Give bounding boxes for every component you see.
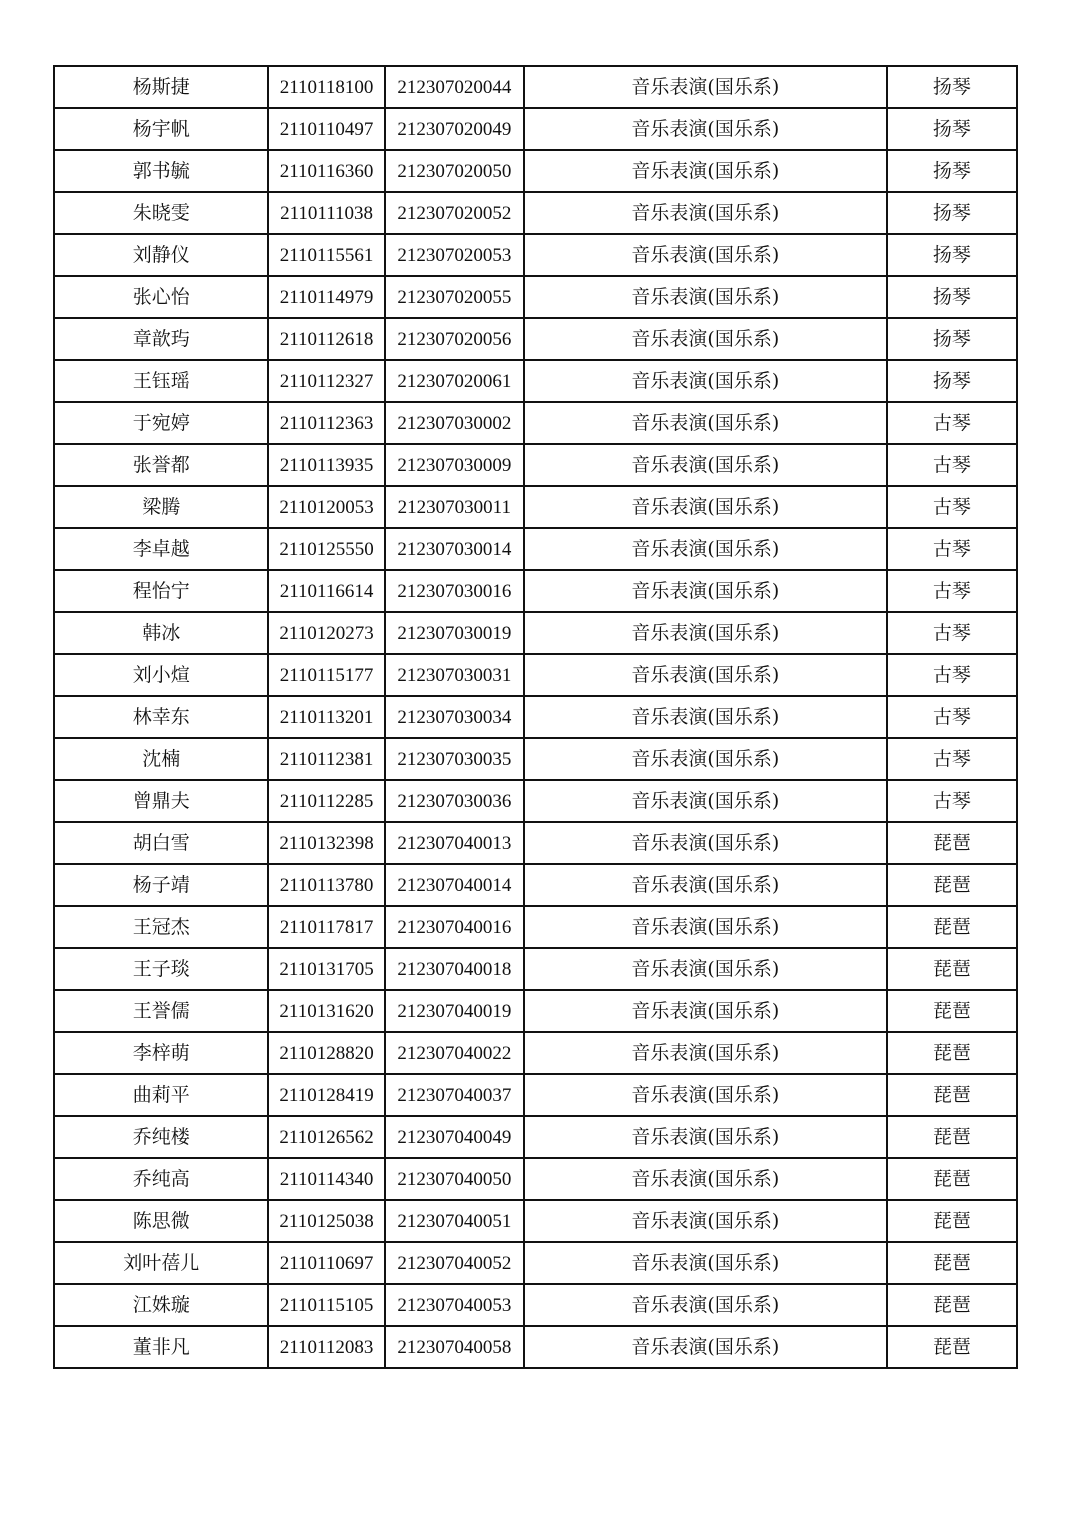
- exam-number-cell: 2110113201: [268, 696, 384, 738]
- major-cell: 音乐表演(国乐系): [524, 864, 887, 906]
- exam-number-cell: 2110128820: [268, 1032, 384, 1074]
- major-cell: 音乐表演(国乐系): [524, 444, 887, 486]
- table-row: [54, 612, 1017, 654]
- student-name-cell: 梁腾: [54, 486, 268, 528]
- candidate-number-cell: 212307030031: [385, 654, 524, 696]
- direction-cell: 琵琶: [887, 1116, 1017, 1158]
- candidate-number-cell: 212307020044: [385, 66, 524, 108]
- table-body: [54, 66, 1017, 1368]
- candidate-number-cell: 212307040013: [385, 822, 524, 864]
- exam-number-cell: 2110117817: [268, 906, 384, 948]
- exam-number-cell: 2110125038: [268, 1200, 384, 1242]
- direction-cell: 古琴: [887, 528, 1017, 570]
- candidate-number-cell: 212307020053: [385, 234, 524, 276]
- exam-number-cell: 2110125550: [268, 528, 384, 570]
- table-row: [54, 654, 1017, 696]
- major-cell: 音乐表演(国乐系): [524, 528, 887, 570]
- table-row: [54, 528, 1017, 570]
- student-name-cell: 林幸东: [54, 696, 268, 738]
- candidate-number-cell: 212307040037: [385, 1074, 524, 1116]
- candidate-number-cell: 212307040052: [385, 1242, 524, 1284]
- candidate-number-cell: 212307030014: [385, 528, 524, 570]
- table-row: [54, 948, 1017, 990]
- candidate-number-cell: 212307040022: [385, 1032, 524, 1074]
- candidate-number-cell: 212307040058: [385, 1326, 524, 1368]
- major-cell: 音乐表演(国乐系): [524, 1074, 887, 1116]
- table-row: [54, 738, 1017, 780]
- major-cell: 音乐表演(国乐系): [524, 1242, 887, 1284]
- candidate-number-cell: 212307040018: [385, 948, 524, 990]
- direction-cell: 琵琶: [887, 864, 1017, 906]
- major-cell: 音乐表演(国乐系): [524, 1116, 887, 1158]
- exam-number-cell: 2110115105: [268, 1284, 384, 1326]
- table-row: [54, 1158, 1017, 1200]
- candidate-number-cell: 212307020050: [385, 150, 524, 192]
- major-cell: 音乐表演(国乐系): [524, 1200, 887, 1242]
- direction-cell: 古琴: [887, 402, 1017, 444]
- major-cell: 音乐表演(国乐系): [524, 276, 887, 318]
- candidate-number-cell: 212307040050: [385, 1158, 524, 1200]
- candidate-number-cell: 212307030035: [385, 738, 524, 780]
- major-cell: 音乐表演(国乐系): [524, 318, 887, 360]
- candidate-number-cell: 212307040014: [385, 864, 524, 906]
- student-name-cell: 刘叶蓓儿: [54, 1242, 268, 1284]
- student-name-cell: 杨宇帆: [54, 108, 268, 150]
- candidate-number-cell: 212307030009: [385, 444, 524, 486]
- candidate-number-cell: 212307020052: [385, 192, 524, 234]
- student-name-cell: 李卓越: [54, 528, 268, 570]
- exam-number-cell: 2110116614: [268, 570, 384, 612]
- major-cell: 音乐表演(国乐系): [524, 780, 887, 822]
- table-row: [54, 696, 1017, 738]
- candidate-number-cell: 212307020049: [385, 108, 524, 150]
- exam-number-cell: 2110120273: [268, 612, 384, 654]
- student-name-cell: 于宛婷: [54, 402, 268, 444]
- table-row: [54, 864, 1017, 906]
- exam-number-cell: 2110126562: [268, 1116, 384, 1158]
- direction-cell: 扬琴: [887, 150, 1017, 192]
- direction-cell: 扬琴: [887, 192, 1017, 234]
- table-row: [54, 1284, 1017, 1326]
- exam-number-cell: 2110112083: [268, 1326, 384, 1368]
- direction-cell: 古琴: [887, 696, 1017, 738]
- major-cell: 音乐表演(国乐系): [524, 612, 887, 654]
- direction-cell: 扬琴: [887, 108, 1017, 150]
- major-cell: 音乐表演(国乐系): [524, 108, 887, 150]
- direction-cell: 琵琶: [887, 822, 1017, 864]
- table-row: [54, 780, 1017, 822]
- student-name-cell: 李梓萌: [54, 1032, 268, 1074]
- table-row: [54, 1242, 1017, 1284]
- major-cell: 音乐表演(国乐系): [524, 360, 887, 402]
- table-row: [54, 486, 1017, 528]
- direction-cell: 琵琶: [887, 990, 1017, 1032]
- major-cell: 音乐表演(国乐系): [524, 696, 887, 738]
- direction-cell: 琵琶: [887, 1242, 1017, 1284]
- major-cell: 音乐表演(国乐系): [524, 654, 887, 696]
- exam-number-cell: 2110110497: [268, 108, 384, 150]
- student-name-cell: 乔纯高: [54, 1158, 268, 1200]
- candidate-number-cell: 212307020056: [385, 318, 524, 360]
- exam-number-cell: 2110112381: [268, 738, 384, 780]
- major-cell: 音乐表演(国乐系): [524, 822, 887, 864]
- table-row: [54, 990, 1017, 1032]
- student-name-cell: 郭书毓: [54, 150, 268, 192]
- major-cell: 音乐表演(国乐系): [524, 486, 887, 528]
- direction-cell: 琵琶: [887, 1284, 1017, 1326]
- table-row: [54, 1074, 1017, 1116]
- table-row: [54, 402, 1017, 444]
- student-list-table: [53, 65, 1018, 1369]
- candidate-number-cell: 212307030011: [385, 486, 524, 528]
- direction-cell: 扬琴: [887, 360, 1017, 402]
- direction-cell: 古琴: [887, 738, 1017, 780]
- table-row: [54, 66, 1017, 108]
- student-name-cell: 王钰瑶: [54, 360, 268, 402]
- student-name-cell: 朱晓雯: [54, 192, 268, 234]
- direction-cell: 古琴: [887, 486, 1017, 528]
- student-name-cell: 刘静仪: [54, 234, 268, 276]
- direction-cell: 扬琴: [887, 66, 1017, 108]
- direction-cell: 古琴: [887, 780, 1017, 822]
- student-name-cell: 胡白雪: [54, 822, 268, 864]
- direction-cell: 扬琴: [887, 318, 1017, 360]
- major-cell: 音乐表演(国乐系): [524, 738, 887, 780]
- direction-cell: 古琴: [887, 654, 1017, 696]
- table-row: [54, 150, 1017, 192]
- table-row: [54, 570, 1017, 612]
- student-name-cell: 杨子靖: [54, 864, 268, 906]
- major-cell: 音乐表演(国乐系): [524, 150, 887, 192]
- major-cell: 音乐表演(国乐系): [524, 66, 887, 108]
- direction-cell: 琵琶: [887, 948, 1017, 990]
- student-name-cell: 刘小煊: [54, 654, 268, 696]
- exam-number-cell: 2110114340: [268, 1158, 384, 1200]
- candidate-number-cell: 212307030036: [385, 780, 524, 822]
- candidate-number-cell: 212307040049: [385, 1116, 524, 1158]
- table-row: [54, 276, 1017, 318]
- exam-number-cell: 2110116360: [268, 150, 384, 192]
- student-name-cell: 程怡宁: [54, 570, 268, 612]
- table-row: [54, 822, 1017, 864]
- direction-cell: 古琴: [887, 444, 1017, 486]
- major-cell: 音乐表演(国乐系): [524, 1284, 887, 1326]
- direction-cell: 琵琶: [887, 1074, 1017, 1116]
- table-row: [54, 1200, 1017, 1242]
- candidate-number-cell: 212307040019: [385, 990, 524, 1032]
- candidate-number-cell: 212307030002: [385, 402, 524, 444]
- exam-number-cell: 2110115561: [268, 234, 384, 276]
- candidate-number-cell: 212307020061: [385, 360, 524, 402]
- exam-number-cell: 2110112618: [268, 318, 384, 360]
- candidate-number-cell: 212307040053: [385, 1284, 524, 1326]
- student-name-cell: 王冠杰: [54, 906, 268, 948]
- table-row: [54, 1116, 1017, 1158]
- student-name-cell: 章歆玙: [54, 318, 268, 360]
- exam-number-cell: 2110114979: [268, 276, 384, 318]
- direction-cell: 琵琶: [887, 1326, 1017, 1368]
- exam-number-cell: 2110128419: [268, 1074, 384, 1116]
- major-cell: 音乐表演(国乐系): [524, 906, 887, 948]
- student-name-cell: 乔纯楼: [54, 1116, 268, 1158]
- major-cell: 音乐表演(国乐系): [524, 1032, 887, 1074]
- direction-cell: 扬琴: [887, 234, 1017, 276]
- direction-cell: 琵琶: [887, 1200, 1017, 1242]
- major-cell: 音乐表演(国乐系): [524, 948, 887, 990]
- candidate-number-cell: 212307030016: [385, 570, 524, 612]
- student-name-cell: 王子琰: [54, 948, 268, 990]
- major-cell: 音乐表演(国乐系): [524, 570, 887, 612]
- major-cell: 音乐表演(国乐系): [524, 1158, 887, 1200]
- table-row: [54, 234, 1017, 276]
- table-row: [54, 360, 1017, 402]
- exam-number-cell: 2110131620: [268, 990, 384, 1032]
- exam-number-cell: 2110111038: [268, 192, 384, 234]
- major-cell: 音乐表演(国乐系): [524, 192, 887, 234]
- direction-cell: 琵琶: [887, 1032, 1017, 1074]
- direction-cell: 扬琴: [887, 276, 1017, 318]
- major-cell: 音乐表演(国乐系): [524, 234, 887, 276]
- major-cell: 音乐表演(国乐系): [524, 402, 887, 444]
- student-name-cell: 曾鼎夫: [54, 780, 268, 822]
- direction-cell: 古琴: [887, 612, 1017, 654]
- exam-number-cell: 2110132398: [268, 822, 384, 864]
- student-name-cell: 杨斯捷: [54, 66, 268, 108]
- student-name-cell: 董非凡: [54, 1326, 268, 1368]
- student-name-cell: 王誉儒: [54, 990, 268, 1032]
- student-name-cell: 韩冰: [54, 612, 268, 654]
- exam-number-cell: 2110110697: [268, 1242, 384, 1284]
- table-row: [54, 444, 1017, 486]
- direction-cell: 古琴: [887, 570, 1017, 612]
- student-name-cell: 曲莉平: [54, 1074, 268, 1116]
- exam-number-cell: 2110112285: [268, 780, 384, 822]
- candidate-number-cell: 212307020055: [385, 276, 524, 318]
- exam-number-cell: 2110131705: [268, 948, 384, 990]
- exam-number-cell: 2110112363: [268, 402, 384, 444]
- candidate-number-cell: 212307030019: [385, 612, 524, 654]
- exam-number-cell: 2110115177: [268, 654, 384, 696]
- candidate-number-cell: 212307030034: [385, 696, 524, 738]
- exam-number-cell: 2110113780: [268, 864, 384, 906]
- candidate-number-cell: 212307040051: [385, 1200, 524, 1242]
- table-row: [54, 1326, 1017, 1368]
- direction-cell: 琵琶: [887, 906, 1017, 948]
- student-name-cell: 沈楠: [54, 738, 268, 780]
- table-row: [54, 1032, 1017, 1074]
- table-row: [54, 192, 1017, 234]
- exam-number-cell: 2110113935: [268, 444, 384, 486]
- student-name-cell: 江姝璇: [54, 1284, 268, 1326]
- exam-number-cell: 2110112327: [268, 360, 384, 402]
- table-row: [54, 318, 1017, 360]
- exam-number-cell: 2110118100: [268, 66, 384, 108]
- table-row: [54, 108, 1017, 150]
- major-cell: 音乐表演(国乐系): [524, 990, 887, 1032]
- exam-number-cell: 2110120053: [268, 486, 384, 528]
- major-cell: 音乐表演(国乐系): [524, 1326, 887, 1368]
- candidate-number-cell: 212307040016: [385, 906, 524, 948]
- student-name-cell: 张心怡: [54, 276, 268, 318]
- table-row: [54, 906, 1017, 948]
- direction-cell: 琵琶: [887, 1158, 1017, 1200]
- student-name-cell: 张誉都: [54, 444, 268, 486]
- student-name-cell: 陈思微: [54, 1200, 268, 1242]
